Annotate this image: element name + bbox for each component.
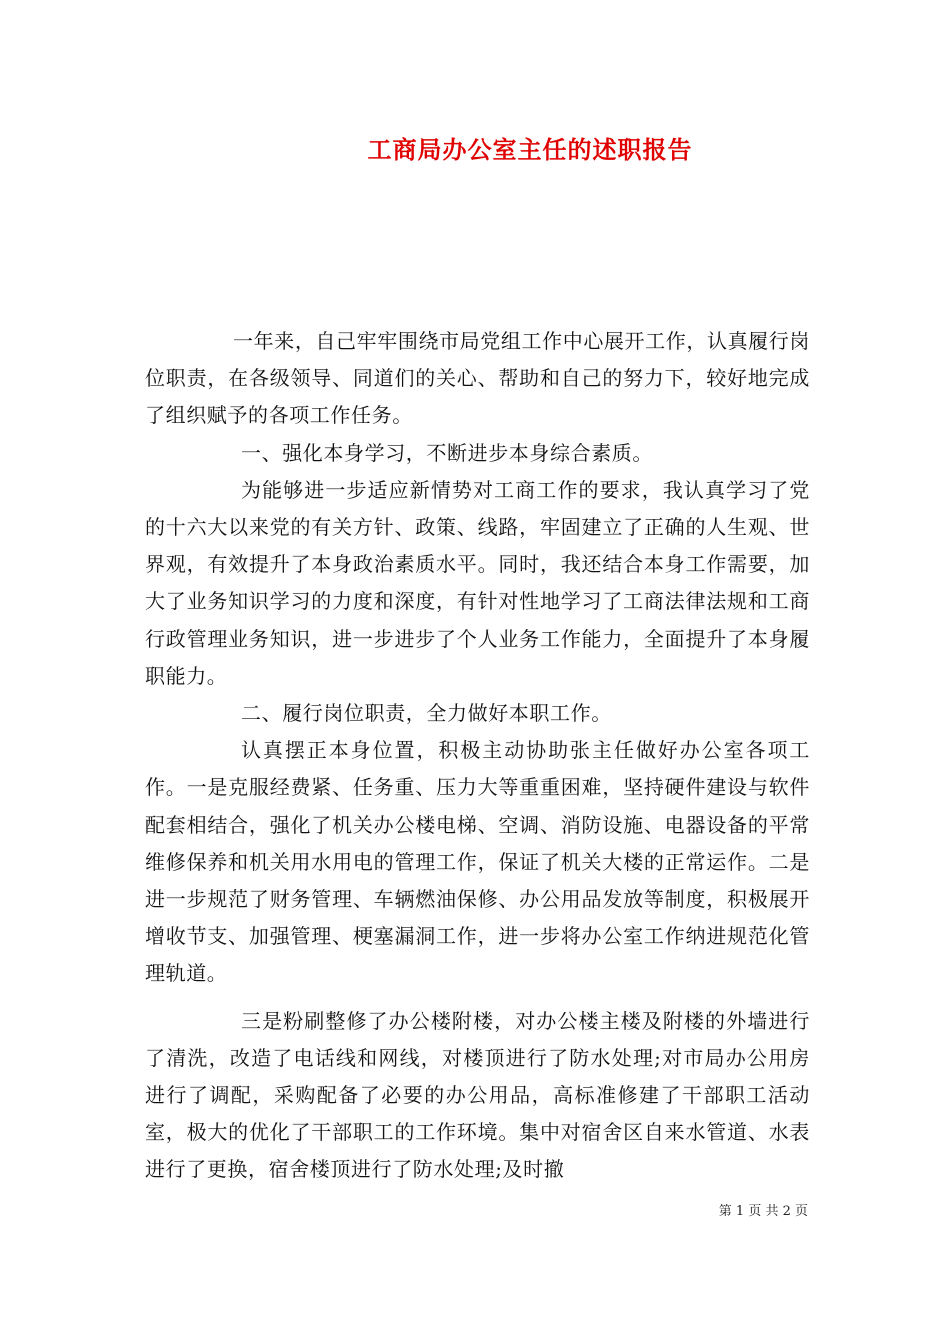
paragraph-intro: 一年来，自己牢牢围绕市局党组工作中心展开工作，认真履行岗位职责，在各级领导、同道们的关心、帮助和自己的努力下，较好地完成了组织赋予的各项工作任务。 — [145, 329, 810, 428]
paragraph-study: 为能够进一步适应新情势对工商工作的要求，我认真学习了党的十六大以来党的有关方针、政策、线路，牢固建立了正确的人生观、世界观，有效提升了本身政治素质水平。同时，我还结合本身工作需要，加大了业务知识学习的力度和深度，有针对性地学习了工商法律法规和工商行政管理业务知识，进一步进步了个人业务工作能力，全面提升了本身履职能力。 — [145, 477, 810, 688]
paragraph-duties: 认真摆正本身位置，积极主动协助张主任做好办公室各项工作。一是克服经费紧、任务重、压力大等重重困难，坚持硬件建设与软件配套相结合，强化了机关办公楼电梯、空调、消防设施、电器设备的平常维修保养和机关用水用电的管理工作，保证了机关大楼的正常运作。二是进一步规范了财务管理、车辆燃油保修、办公用品发放等制度，积极展开增收节支、加强管理、梗塞漏洞工作，进一步将办公室工作纳进规范化管理轨道。 — [145, 738, 810, 986]
document-title: 工商局办公室主任的述职报告 — [367, 135, 693, 164]
section-heading-2: 二、履行岗位职责，全力做好本职工作。 — [241, 701, 612, 726]
section-heading-1: 一、强化本身学习，不断进步本身综合素质。 — [241, 440, 653, 465]
paragraph-renovation: 三是粉刷整修了办公楼附楼，对办公楼主楼及附楼的外墙进行了清洗，改造了电话线和网线，对楼顶进行了防水处理;对市局办公用房进行了调配，采购配备了必要的办公用品，高标准修建了干部职工活动室，极大的优化了干部职工的工作环境。集中对宿舍区自来水管道、水表进行了更换，宿舍楼顶进行了防水处理;及时撤 — [145, 1008, 810, 1182]
document-body — [145, 323, 810, 1189]
page-number-footer: 第 1 页 共 2 页 — [718, 1204, 808, 1219]
